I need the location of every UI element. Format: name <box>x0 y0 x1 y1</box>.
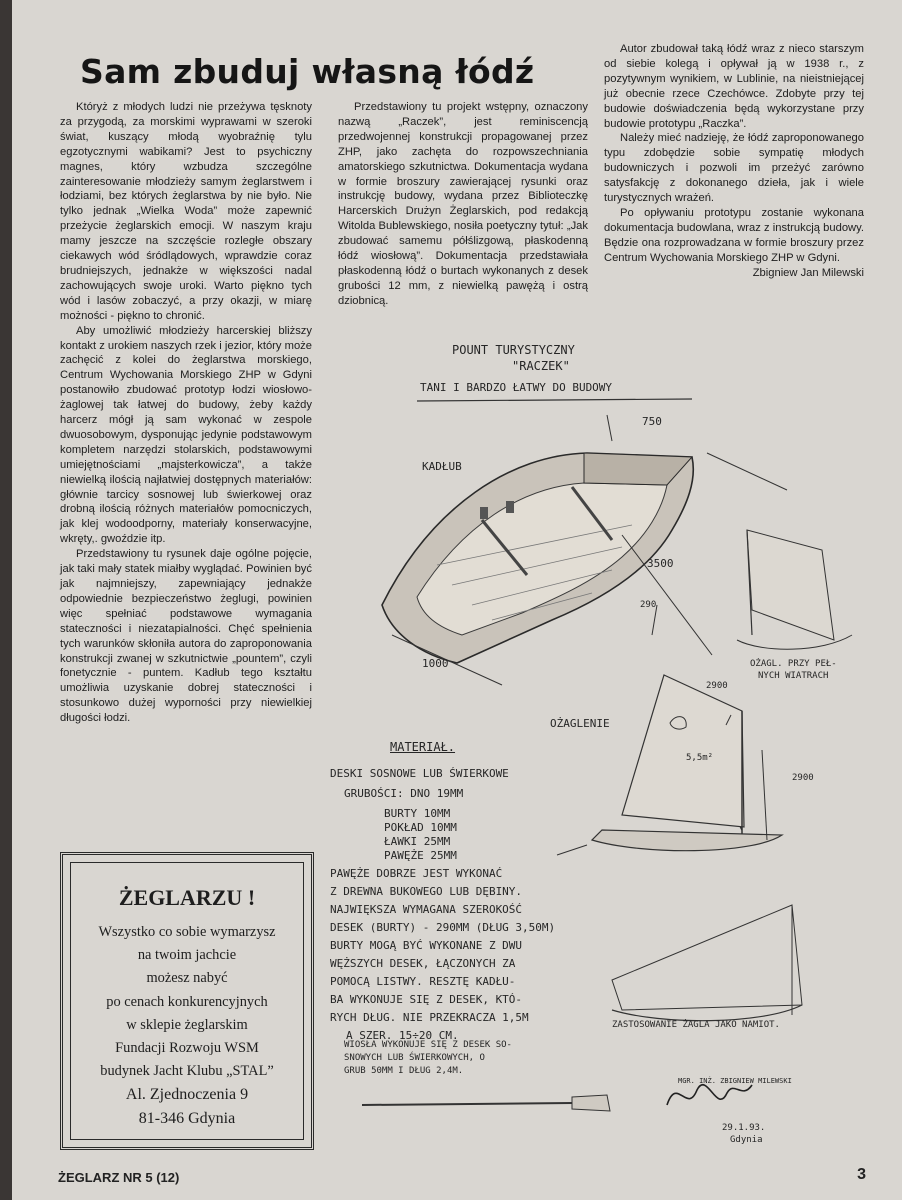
article-title: Sam zbuduj własną łódź <box>80 52 535 91</box>
paragraph: Aby umożliwić młodzieży harcerskiej bliższy kontakt z urokiem naszych rzek i jezior, który może zachęcić z kolei do żeglarstwa morskiego, Centrum Wychowania Morskiego ZHP w Gdyni postanowiło zbudować prototyp łodzi wiosłowo-żaglowej tak łatwej do budowy, żeby każdy harcerz mógł ją sam wykonać w zespole dwuosobowym, dysponując jedynie podstawowym kompletem narzędzi stolarskich, podstawowymi umiejętnościami „majsterkowicza”, a także niewielką ilością najłatwiej dostępnych materiałów: głównie tarcicy sosnowej lub świerkowej oraz drobną ilością różnych materiałów pomocniczych, jak klej wodoodporny, materiały konserwacyjne, wkręty,. gwoździe itp. <box>60 324 312 546</box>
paragraph: Przedstawiony tu projekt wstępny, oznaczony nazwą „Raczek”, jest reminiscencją przedwojennej konstrukcji propagowanej przez ZHP, jako zachęta do rozpowszechniania amatorskiego szkutnictwa. Dokumentacja wydana w formie broszury zawierającej rysunki oraz instrukcję budowy, wydana przez Biblioteczkę Harcerskich Drużyn Żeglarskich, pod redakcją Witolda Bublewskiego, nosiła poetyczny tytuł: „Jak zbudować samemu półślizgową, płaskodenną łódź wiosłową”. Dokumentacja przedstawiała płaskodenną łódź o burtach wykonanych z desek grubości 12 mm, z niewielką pawężą i ostrą dziobnicą. <box>338 101 588 307</box>
paragraph: Przedstawiony tu rysunek daje ogólne pojęcie, jak taki mały statek miałby wyglądać. Powinien być jak najmniejszy, zapewniający jednakże odpowiednie bezpieczeństwo żeglugi, powinien więc spełniać podstawowe wymagania stateczności i niezatapialności. Chęć spełnienia tych warunków skłoniła autora do zaproponowania konstrukcji zwanej w szkutnictwie „pountem”, czyli fonetycznie - puntem. Kadłub tego kształtu umożliwia uzyskanie dobrej stateczności i stosunkowo dużej wyporności przy niewielkiej długości łodzi. <box>60 548 312 725</box>
material-line: BURTY MOGĄ BYĆ WYKONANE Z DWU <box>330 939 523 952</box>
material-line: ŁAWKI 25MM <box>384 835 451 848</box>
material-heading: MATERIAŁ. <box>390 740 456 754</box>
dimension-label: 1000 <box>422 657 449 670</box>
ad-line: Wszystko co sobie wymarzysz <box>98 924 276 940</box>
drawing-boat-name: "RACZEK" <box>512 359 570 373</box>
paragraph: Któryż z młodych ludzi nie przeżywa tęsknoty za przygodą, za morskimi wyprawami w szeroki świat, kuszący młodą wyobraźnię tylu egzotycznymi wabikami? Jest to psychiczny magnes, który wzbudza szczególne zainteresowanie młodzieży samym żeglarstwem i łodziami, bez których żeglarstwa by nie było. Nie tylko jednak „Wielka Woda” może zapewnić przeżycie żeglarskich emocji. W naszym kraju mamy jeszcze na szczęście rozległe obszary ciekawych wód śródlądowych, wprawdzie coraz brudniejszych, jednakże w większości nadal zachowujących swoje uroki. Warto piękno tych wód i lasów zobaczyć, a przy okazji, w miarę możności - piękno to chronić. <box>60 101 312 322</box>
material-line: WĘŻSZYCH DESEK, ŁĄCZONYCH ZA <box>330 957 516 970</box>
paragraph: Należy mieć nadzieję, że łódź zaproponowanego typu zdobędzie sobie sympatię młodych budowniczych i pozwoli im przeżyć zarówno satysfakcję z dokonanego dzieła, jak i wiele turystycznych wrażeń. <box>604 132 864 205</box>
signature-date: 29.1.93. <box>722 1123 766 1133</box>
ad-line: w sklepie żeglarskim <box>126 1016 248 1033</box>
ad-inner-border <box>70 862 304 1140</box>
article-column-1 <box>60 100 312 726</box>
dimension-label: 290 <box>640 600 657 610</box>
rig-label: OŻAGLENIE <box>550 717 610 730</box>
side-sail-label: OŻAGL. PRZY PEŁ- <box>750 659 837 669</box>
material-line: A SZER. 15÷20 CM. <box>346 1029 459 1042</box>
drawing-title: POUNT TURYSTYCZNY <box>452 343 575 357</box>
oar-note-line: SNOWYCH LUB ŚWIERKOWYCH, O <box>344 1053 485 1063</box>
magazine-footer: ŻEGLARZ NR 5 (12) <box>58 1170 180 1185</box>
author-stamp: MGR. INŻ. ZBIGNIEW MILEWSKI <box>678 1077 792 1085</box>
material-line: PAWĘŻE DOBRZE JEST WYKONAĆ <box>330 867 503 880</box>
dimension-label: 3500 <box>647 557 674 570</box>
ad-heading: ŻEGLARZU ! <box>118 885 256 910</box>
material-line: POMOCĄ LISTWY. RESZTĘ KADŁU- <box>330 975 516 988</box>
ad-line: 81-346 Gdynia <box>138 1109 236 1127</box>
ad-line: na twoim jachcie <box>137 947 237 964</box>
material-line: POKŁAD 10MM <box>384 821 457 834</box>
material-line: NAJWIĘKSZA WYMAGANA SZEROKOŚĆ <box>330 903 523 916</box>
ad-line: Fundacji Rozwoju WSM <box>115 1040 259 1057</box>
author-signature: Zbigniew Jan Milewski <box>752 266 864 279</box>
ad-line: budynek Jacht Klubu „STAL” <box>100 1063 274 1080</box>
advertisement-box <box>60 852 314 1150</box>
tent-label: ZASTOSOWANIE ŻAGLA JAKO NAMIOT. <box>612 1020 780 1030</box>
ad-line: Al. Zjednoczenia 9 <box>125 1086 249 1104</box>
oar-note-line: GRUB 50MM I DŁUG 2,4M. <box>344 1066 464 1076</box>
dimension-label: 2900 <box>706 681 728 691</box>
dimension-label: 2900 <box>792 773 814 783</box>
paragraph: Po opływaniu prototypu zostanie wykonana dokumentacja budowlana, wraz z instrukcją budowy. Będzie ona rozprowadzana w formie broszury przez Centrum Wychowania Morskiego ZHP w Gdyni. <box>604 206 864 264</box>
page-number: 3 <box>857 1166 866 1183</box>
side-sail-label: NYCH WIATRACH <box>758 671 829 681</box>
drawing-subtitle: TANI I BARDZO ŁATWY DO BUDOWY <box>420 381 613 394</box>
material-line: DESKI SOSNOWE LUB ŚWIERKOWE <box>330 767 509 780</box>
material-line: RYCH DŁUG. NIE PRZEKRACZA 1,5M <box>330 1011 529 1024</box>
hull-label: KADŁUB <box>422 460 462 473</box>
ad-line: możesz nabyć <box>146 970 228 987</box>
material-line: PAWĘŻE 25MM <box>384 849 457 862</box>
article-column-3 <box>604 42 864 281</box>
magazine-page <box>12 0 902 1200</box>
material-line: DESEK (BURTY) - 290MM (DŁUG 3,50M) <box>330 921 556 934</box>
boat-drawing <box>322 335 882 1155</box>
oar-note-line: WIOSŁA WYKONUJE SIĘ Z DESEK SO- <box>344 1040 512 1050</box>
sail-area-label: 5,5m² <box>686 753 714 763</box>
material-line: Z DREWNA BUKOWEGO LUB DĘBINY. <box>330 885 523 898</box>
signature-place: Gdynia <box>730 1135 763 1145</box>
article-column-2 <box>338 100 588 309</box>
material-line: BURTY 10MM <box>384 807 451 820</box>
material-line: BA WYKONUJE SIĘ Z DESEK, KTÓ- <box>330 993 523 1006</box>
dimension-label: 750 <box>642 415 662 428</box>
material-line: GRUBOŚCI: DNO 19MM <box>344 787 464 800</box>
paragraph: Autor zbudował taką łódź wraz z nieco starszym od siebie kolegą i opływał ją w 1938 r., z pozytywnym wynikiem, w Lublinie, na nieistniejącej już obecnie rzece Czechówce. Zdobyte przy tej budowie doświadczenia będą wykorzystane przy budowie prototypu „Raczka”. <box>604 43 864 130</box>
ad-line: po cenach konkurencyjnych <box>106 993 268 1010</box>
